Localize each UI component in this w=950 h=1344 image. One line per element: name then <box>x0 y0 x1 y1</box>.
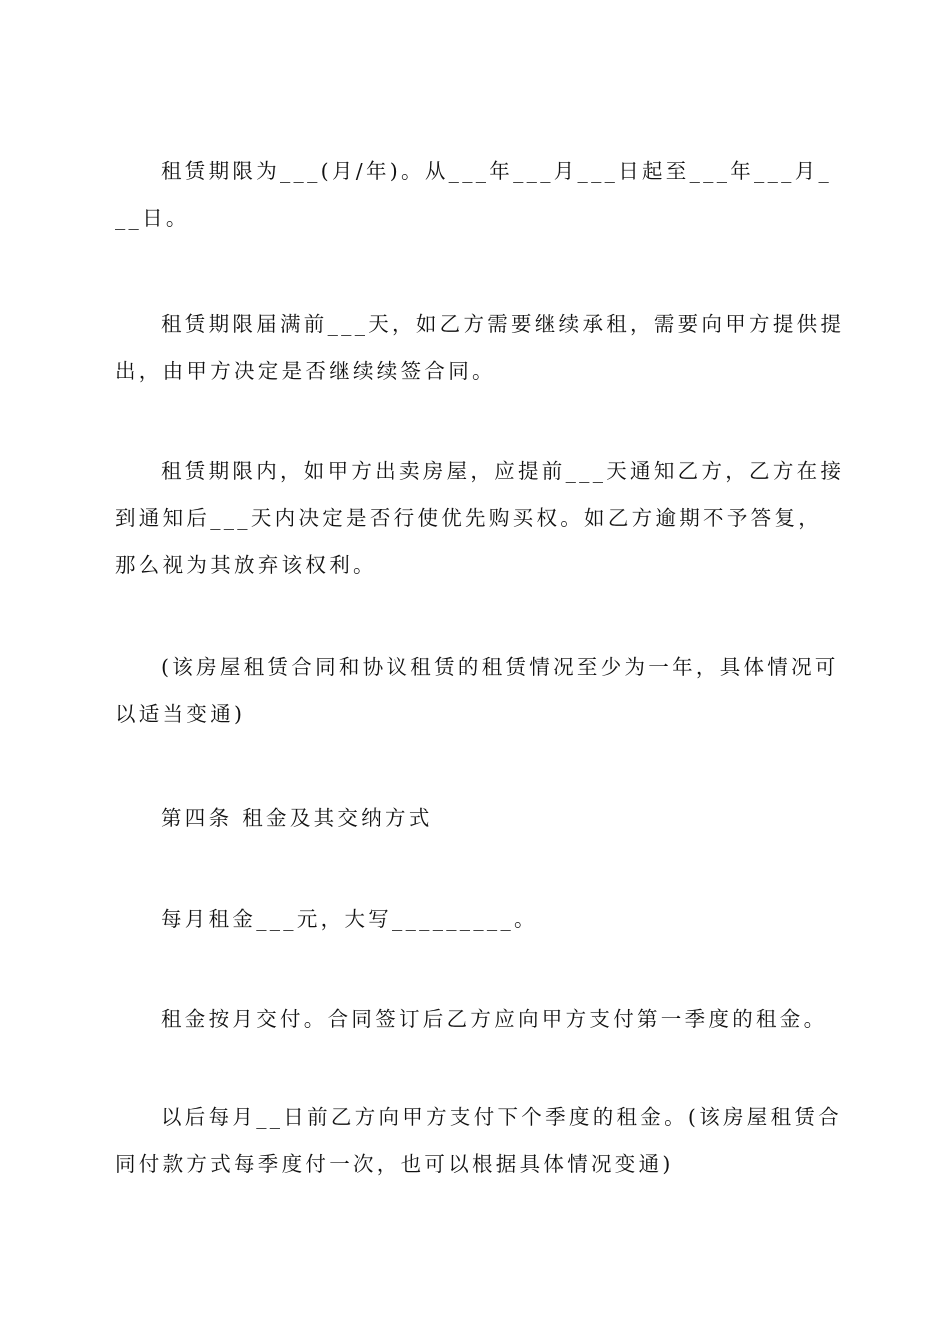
article-four-heading: 第四条 租金及其交纳方式 <box>161 806 433 830</box>
monthly-rent-paragraph: 每月租金___元，大写_________。 <box>161 907 538 931</box>
lease-term-paragraph: 租赁期限为___(月/年)。从___年___月___日起至___年___月___日。 <box>115 159 833 230</box>
preemption-right-paragraph: 租赁期限内，如甲方出卖房屋，应提前___天通知乙方，乙方在接到通知后___天内决定是否行使优先购买权。如乙方逾期不予答复，那么视为其放弃该权利。 <box>115 459 845 577</box>
subsequent-payment-paragraph: 以后每月__日前乙方向甲方支付下个季度的租金。(该房屋租赁合同付款方式每季度付一次，也可以根据具体情况变通) <box>115 1105 842 1176</box>
rent-payment-paragraph: 租金按月交付。合同签订后乙方应向甲方支付第一季度的租金。 <box>161 1007 828 1031</box>
lease-duration-note: (该房屋租赁合同和协议租赁的租赁情况至少为一年，具体情况可以适当变通) <box>115 655 839 726</box>
lease-renewal-paragraph: 租赁期限届满前___天，如乙方需要继续承租，需要向甲方提供提出，由甲方决定是否继续续签合同。 <box>115 312 845 383</box>
